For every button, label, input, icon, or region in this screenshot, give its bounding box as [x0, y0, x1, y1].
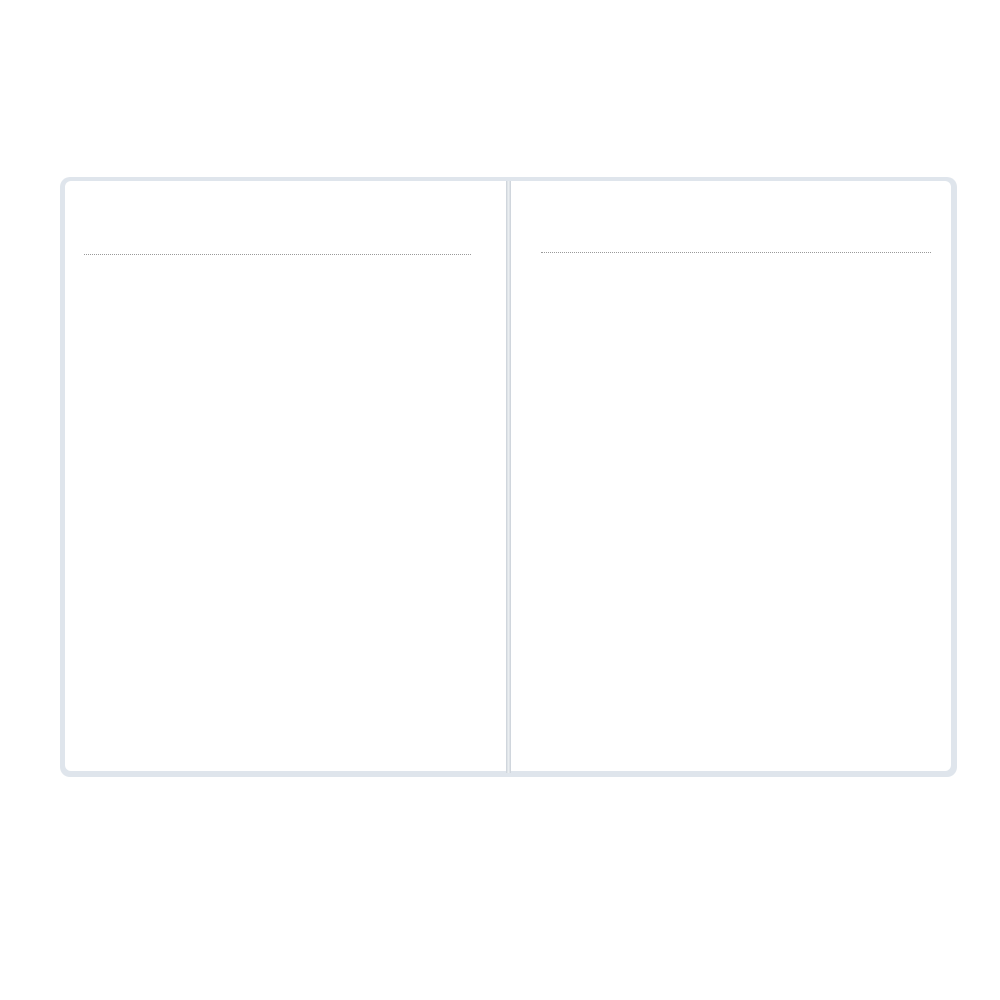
right-page [511, 181, 951, 771]
left-page [65, 181, 506, 771]
open-planner [60, 177, 957, 777]
title-divider [84, 254, 471, 255]
intro-divider [541, 252, 931, 253]
